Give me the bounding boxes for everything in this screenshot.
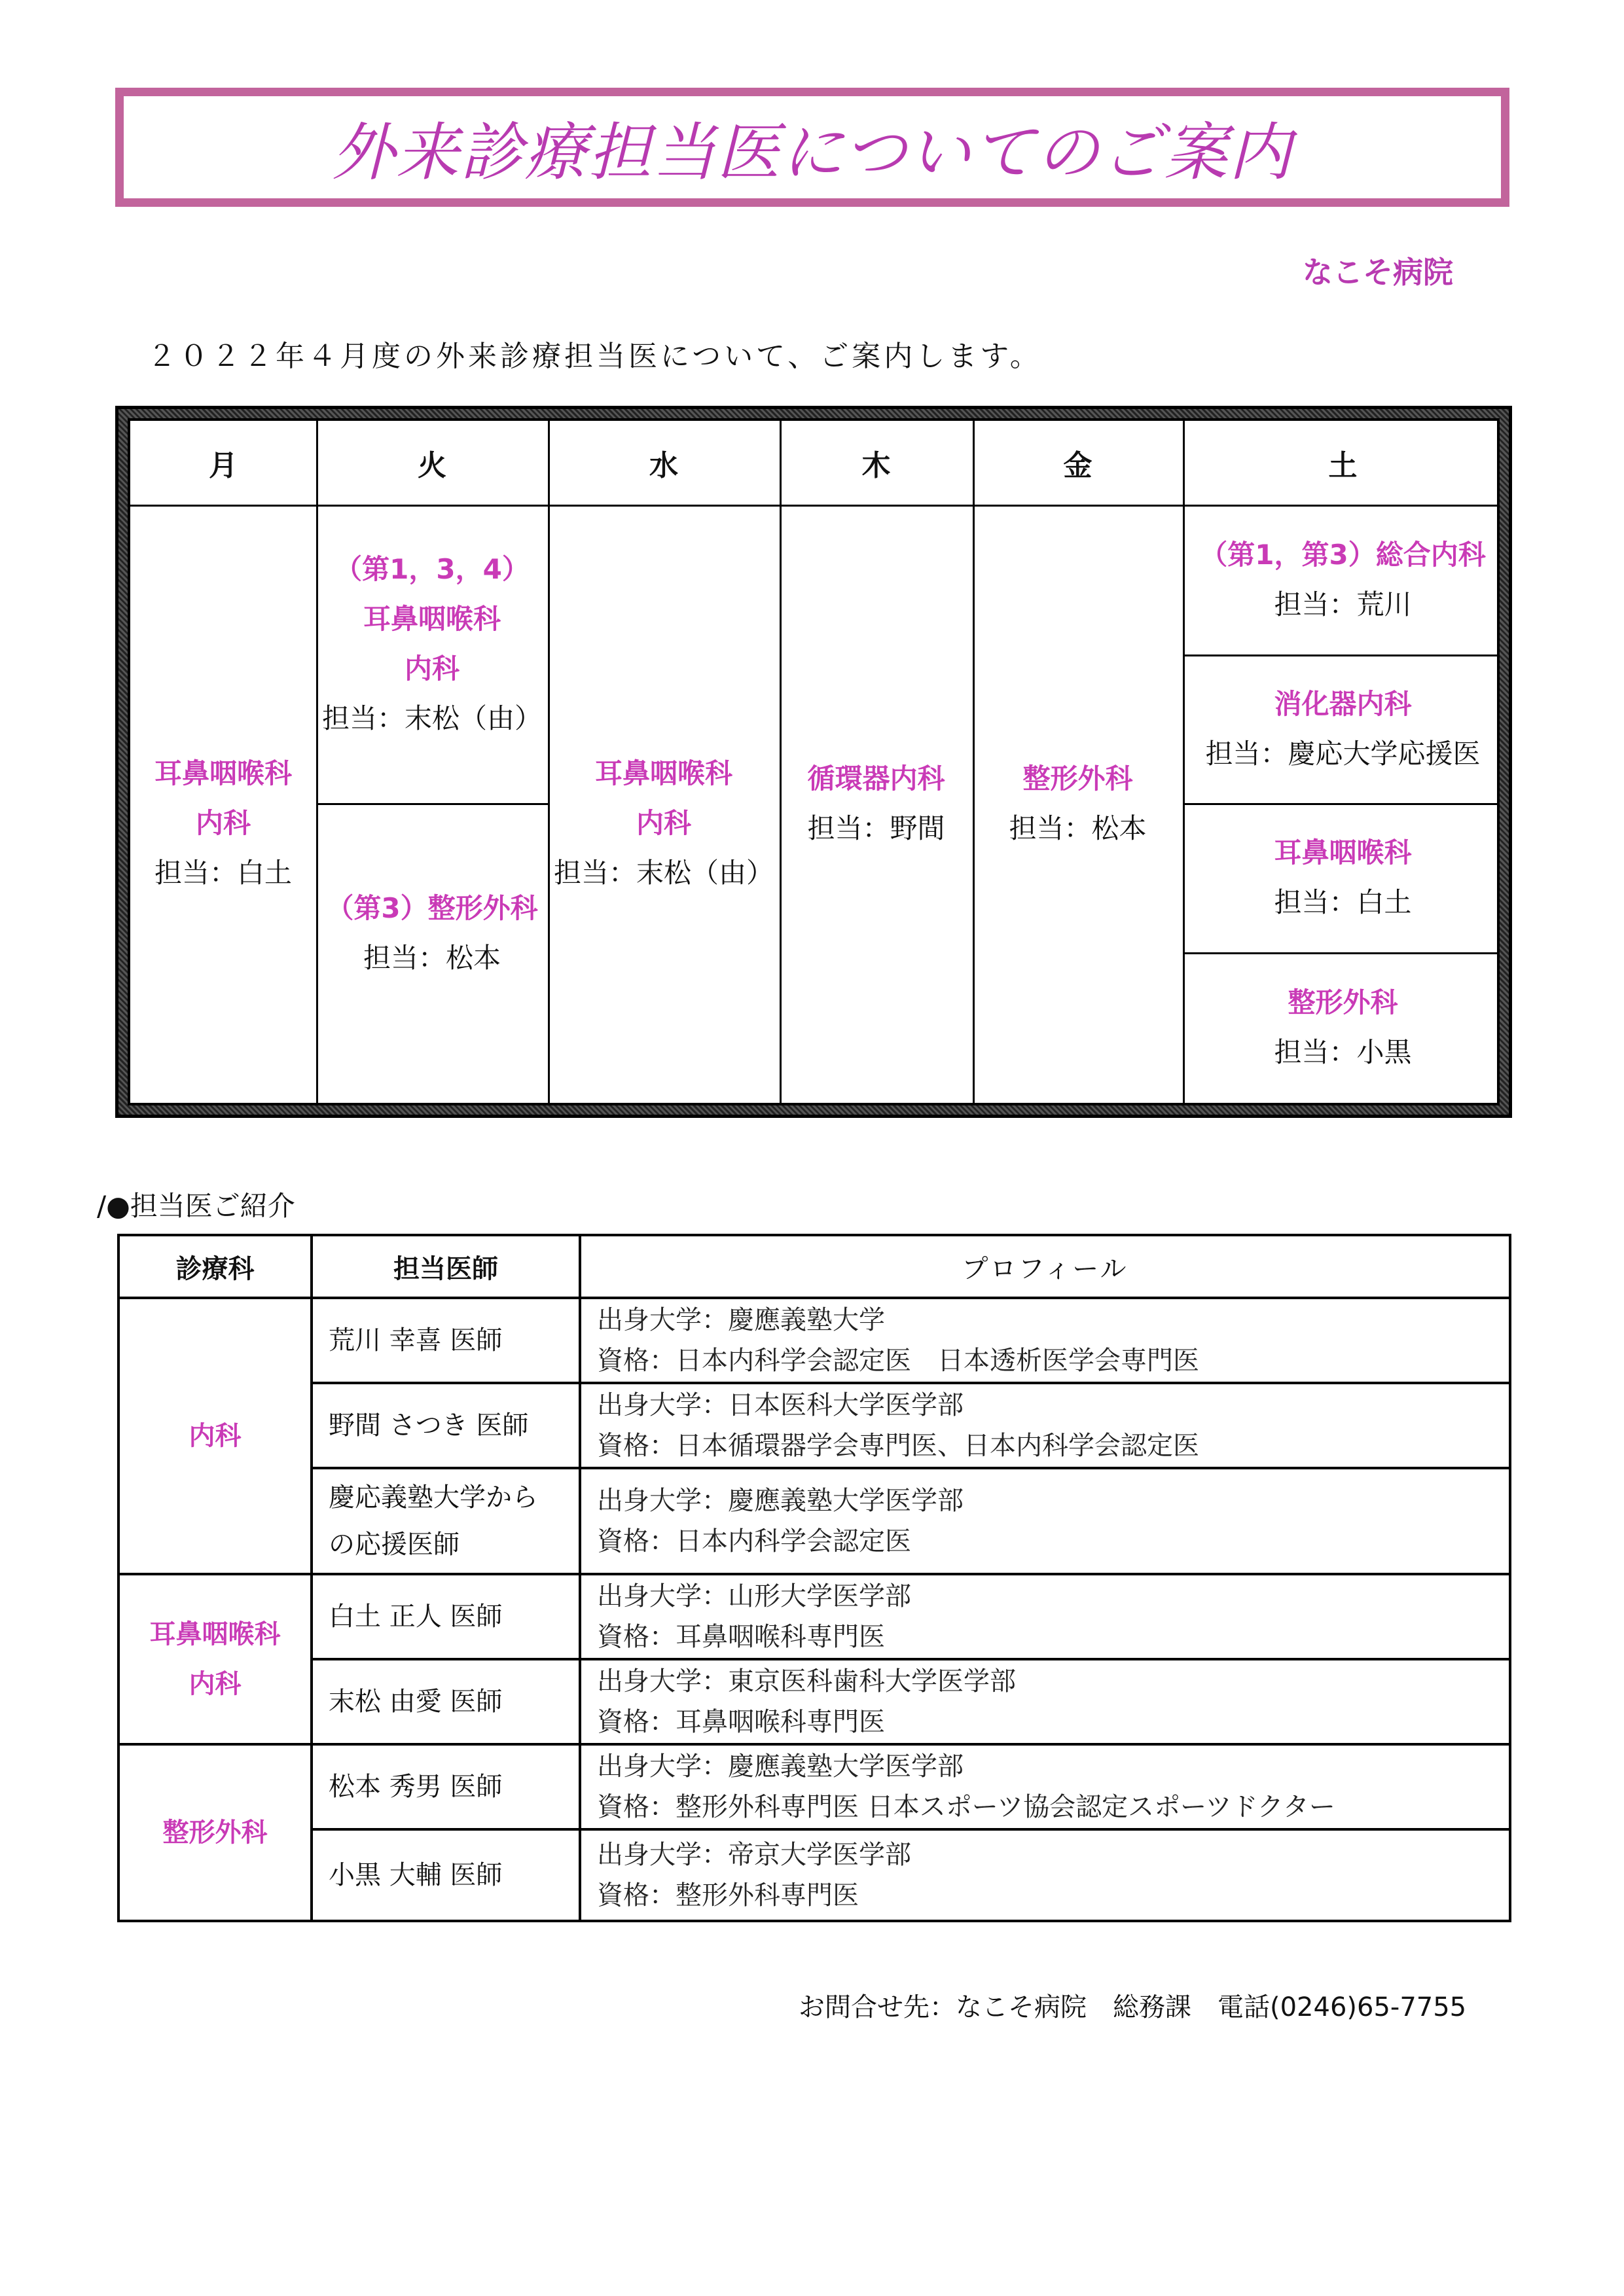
schedule-cell-thu bbox=[780, 505, 973, 1103]
schedule-cell-tue-a bbox=[316, 505, 548, 803]
dept-cell bbox=[118, 1574, 312, 1744]
qualification-text: 資格：日本循環器学会専門医、日本内科学会認定医 bbox=[597, 1431, 1199, 1461]
table-row bbox=[118, 1574, 1510, 1659]
dept-label: 耳鼻咽喉科 bbox=[363, 603, 501, 635]
qualification-text: 資格：耳鼻咽喉科専門医 bbox=[597, 1707, 885, 1737]
dept-name: 内科 bbox=[189, 1669, 242, 1699]
dept-label: 消化器内科 bbox=[1274, 687, 1412, 720]
qualification-text: 資格：日本内科学会認定医 日本透析医学会専門医 bbox=[597, 1346, 1199, 1376]
day-header-thu: 木 bbox=[861, 449, 891, 482]
day-header-wed: 水 bbox=[649, 449, 678, 482]
title-banner bbox=[115, 88, 1509, 207]
dept-name: 内科 bbox=[189, 1421, 242, 1451]
school-text: 出身大学：慶應義塾大学医学部 bbox=[597, 1751, 964, 1782]
table-row bbox=[118, 1468, 1510, 1574]
dept-label: 耳鼻咽喉科 bbox=[154, 757, 292, 789]
doctor-label: 担当：慶応大学応援医 bbox=[1205, 737, 1481, 770]
dept-cell bbox=[118, 1298, 312, 1574]
hospital-name: なこそ病院 bbox=[1303, 255, 1453, 290]
doctor-label: 担当：松本 bbox=[1009, 812, 1147, 844]
schedule-cell-wed bbox=[548, 505, 780, 1103]
table-row bbox=[118, 1829, 1510, 1921]
table-row bbox=[118, 1744, 1510, 1829]
dept-label: 内科 bbox=[404, 653, 460, 685]
doctor-label: 担当：荒川 bbox=[1274, 588, 1412, 620]
dept-cell bbox=[118, 1744, 312, 1921]
day-header-fri: 金 bbox=[1063, 449, 1092, 482]
doctor-label: 担当：末松（由） bbox=[321, 702, 542, 734]
day-header-tue: 火 bbox=[418, 449, 446, 482]
dept-label: 整形外科 bbox=[1022, 762, 1133, 795]
schedule-cell-sat-2 bbox=[1183, 655, 1503, 803]
doctor-label: 担当：白土 bbox=[1274, 886, 1412, 918]
doctor-label: 担当：松本 bbox=[363, 942, 501, 974]
dept-label: 耳鼻咽喉科 bbox=[594, 757, 732, 789]
schedule-cell-sat-3 bbox=[1183, 803, 1503, 952]
profile-cell bbox=[580, 1659, 1510, 1744]
header-profile: プロフィール bbox=[580, 1235, 1510, 1298]
header-doctor: 担当医師 bbox=[312, 1235, 580, 1298]
profile-table bbox=[117, 1234, 1511, 1922]
doctor-label: 担当：小黒 bbox=[1274, 1036, 1412, 1068]
profile-cell bbox=[580, 1829, 1510, 1921]
table-row bbox=[118, 1659, 1510, 1744]
day-header-sat: 土 bbox=[1328, 449, 1358, 482]
profile-cell bbox=[580, 1574, 1510, 1659]
doctor-name: 小黒 大輔 医師 bbox=[312, 1829, 580, 1921]
schedule-cell-sat-4 bbox=[1183, 952, 1503, 1103]
schedule-table-frame bbox=[115, 406, 1512, 1118]
school-text: 出身大学：山形大学医学部 bbox=[597, 1581, 911, 1611]
doctor-name: 末松 由愛 医師 bbox=[312, 1659, 580, 1744]
header-dept: 診療科 bbox=[118, 1235, 312, 1298]
schedule-cell-fri bbox=[973, 505, 1183, 1103]
doctor-name-line: 慶応義塾大学から bbox=[329, 1482, 538, 1513]
school-text: 出身大学：東京医科歯科大学医学部 bbox=[597, 1666, 1016, 1696]
intro-text: ２０２２年４月度の外来診療担当医について、ご案内します。 bbox=[147, 340, 1042, 373]
profile-cell bbox=[580, 1468, 1510, 1574]
doctor-name: 野間 さつき 医師 bbox=[312, 1383, 580, 1468]
doctor-name-line: の応援医師 bbox=[329, 1530, 460, 1560]
dept-name: 耳鼻咽喉科 bbox=[149, 1619, 281, 1649]
school-text: 出身大学：日本医科大学医学部 bbox=[597, 1390, 964, 1420]
week-note: （第1，3，4） bbox=[334, 553, 530, 585]
schedule-cell-tue-b bbox=[316, 803, 548, 1103]
school-text: 出身大学：帝京大学医学部 bbox=[597, 1840, 911, 1870]
page-title: 外来診療担当医についてのご案内 bbox=[331, 115, 1293, 189]
dept-label: 耳鼻咽喉科 bbox=[1274, 836, 1412, 869]
schedule-table bbox=[128, 418, 1500, 1105]
dept-label: 内科 bbox=[195, 807, 251, 839]
doctor-label: 担当：白土 bbox=[154, 857, 292, 889]
profile-cell bbox=[580, 1383, 1510, 1468]
qualification-text: 資格：耳鼻咽喉科専門医 bbox=[597, 1622, 885, 1652]
profile-cell bbox=[580, 1744, 1510, 1829]
dept-name: 整形外科 bbox=[162, 1818, 268, 1848]
table-header-row bbox=[118, 1235, 1510, 1298]
day-header-mon: 月 bbox=[209, 449, 238, 482]
doctor-name: 松本 秀男 医師 bbox=[312, 1744, 580, 1829]
doctor-name: 荒川 幸喜 医師 bbox=[312, 1298, 580, 1383]
qualification-text: 資格：整形外科専門医 bbox=[597, 1880, 859, 1910]
doctor-label: 担当：野間 bbox=[807, 812, 945, 844]
profile-cell bbox=[580, 1298, 1510, 1383]
dept-label: 内科 bbox=[636, 807, 691, 839]
dept-label: （第3）整形外科 bbox=[326, 892, 538, 924]
school-text: 出身大学：慶應義塾大学 bbox=[597, 1305, 885, 1335]
schedule-cell-mon bbox=[130, 505, 316, 1103]
table-row bbox=[118, 1298, 1510, 1383]
doctor-name: 白土 正人 医師 bbox=[312, 1574, 580, 1659]
doctor-label: 担当：末松（由） bbox=[553, 857, 774, 889]
qualification-text: 資格：整形外科専門医 日本スポーツ協会認定スポーツドクター bbox=[597, 1792, 1335, 1822]
schedule-cell-sat-1 bbox=[1183, 505, 1503, 655]
table-row bbox=[118, 1383, 1510, 1468]
dept-label: 整形外科 bbox=[1288, 986, 1398, 1018]
school-text: 出身大学：慶應義塾大学医学部 bbox=[597, 1486, 964, 1516]
contact-footer: お問合せ先：なこそ病院 総務課 電話(0246)65-7755 bbox=[799, 1992, 1467, 2022]
qualification-text: 資格：日本内科学会認定医 bbox=[597, 1526, 911, 1556]
section-heading: /●担当医ご紹介 bbox=[97, 1190, 295, 1222]
doctor-name-cell bbox=[312, 1468, 580, 1574]
dept-label: 循環器内科 bbox=[807, 762, 945, 795]
dept-label: （第1，第3）総合内科 bbox=[1200, 538, 1486, 571]
